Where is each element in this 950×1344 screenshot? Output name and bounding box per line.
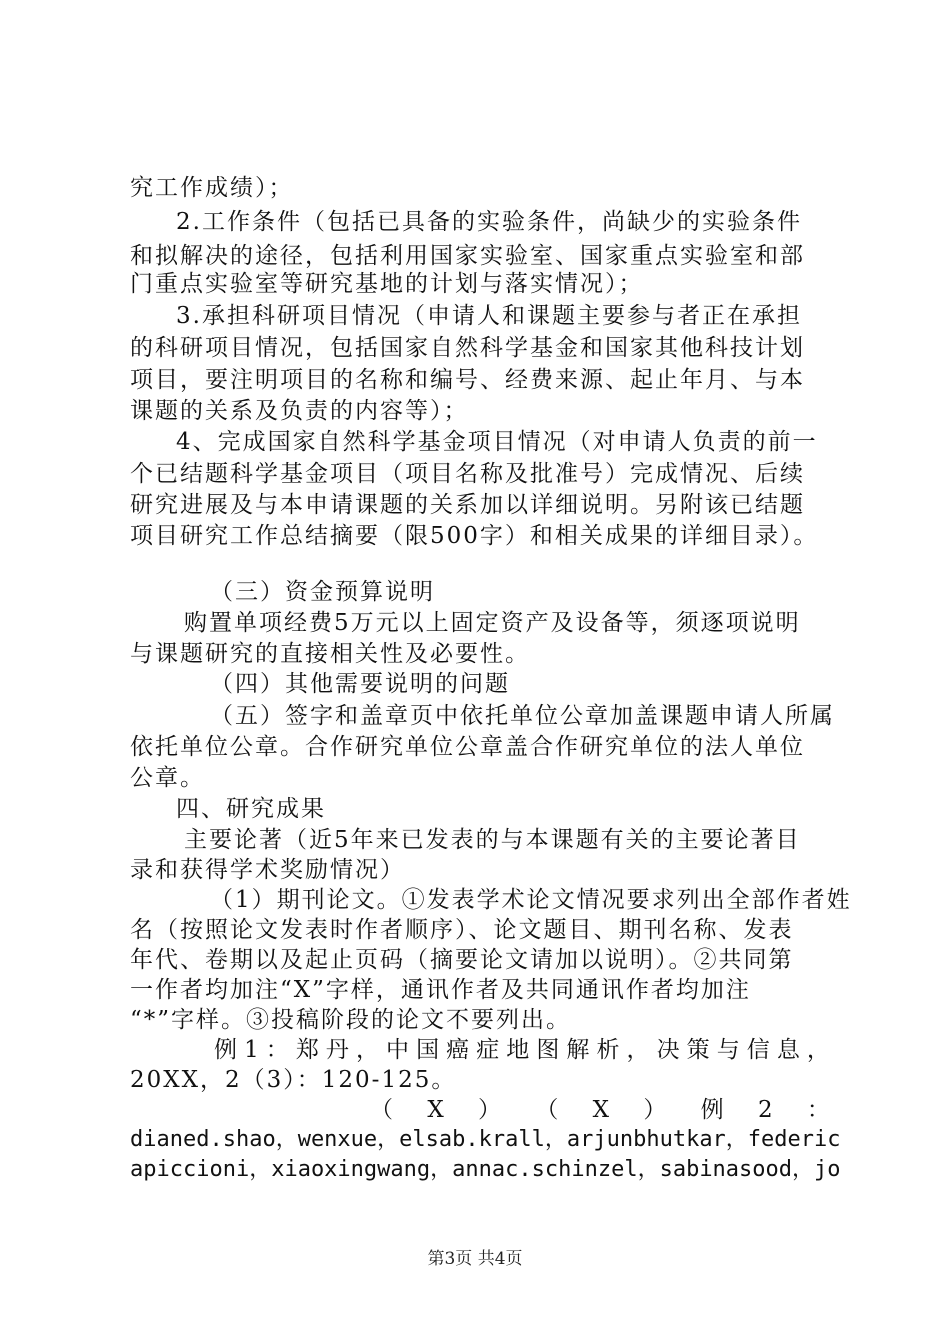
text-line: 年代、卷期以及起止页码（摘要论文请加以说明）。②共同第 [130, 947, 794, 973]
spread-char: （ [370, 1097, 393, 1123]
spread-char: 症 [476, 1037, 500, 1063]
text-line: 门重点实验室等研究基地的计划与落实情况）； [130, 271, 644, 297]
text-line: 和拟解决的途径，包括利用国家实验室、国家重点实验室和部 [130, 243, 805, 269]
spread-char: 图 [536, 1037, 560, 1063]
spread-char: ： [265, 1037, 289, 1063]
spread-char: ） [643, 1097, 667, 1123]
spread-char: 解 [566, 1037, 590, 1063]
example-2-line [370, 1094, 830, 1126]
spread-char: （ [535, 1097, 559, 1123]
author-list-line: apiccioni，xiaoxingwang，annac.schinzel，sabinasood，jo [130, 1157, 841, 1182]
author-list-line: dianed.shao，wenxue，elsab.krall，arjunbhutkar，federic [130, 1127, 841, 1152]
section-heading: （五）签字和盖章页中依托单位公章加盖课题申请人所属 [210, 703, 835, 729]
text-line: 3.承担科研项目情况（申请人和课题主要参与者正在承担 [176, 303, 802, 329]
text-line: 依托单位公章。合作研究单位公章盖合作研究单位的法人单位 [130, 734, 805, 760]
text-line: “*”字样。③投稿阶段的论文不要列出。 [130, 1007, 572, 1033]
spread-char: ： [806, 1097, 830, 1123]
text-line: 个已结题科学基金项目（项目名称及批准号）完成情况、后续 [130, 461, 805, 487]
spread-char: X [592, 1097, 609, 1123]
text-line: 究工作成绩）； [130, 175, 294, 201]
spread-char: 中 [386, 1037, 410, 1063]
text-line: 课题的关系及负责的内容等）； [130, 398, 469, 424]
text-line: 主要论著（近5年来已发表的与本课题有关的主要论著目 [184, 827, 801, 853]
spread-char: 策 [686, 1037, 710, 1063]
section-heading: （三）资金预算说明 [210, 579, 435, 605]
text-line: 项目，要注明项目的名称和编号、经费来源、起止年月、与本 [130, 367, 805, 393]
text-line: 录和获得学术奖励情况） [130, 857, 405, 883]
spread-char: 例 [700, 1097, 724, 1123]
spread-char: 例 [214, 1037, 237, 1063]
spread-char: 与 [716, 1037, 740, 1063]
spread-char: 信 [746, 1037, 770, 1063]
spread-char: 决 [656, 1037, 680, 1063]
text-line: 研究进展及与本申请课题的关系加以详细说明。另附该已结题 [130, 492, 805, 518]
section-heading: （四）其他需要说明的问题 [210, 671, 510, 697]
text-line: 一作者均加注“X”字样，通讯作者及共同通讯作者均加注 [130, 977, 751, 1003]
text-line: 项目研究工作总结摘要（限500字）和相关成果的详细目录）。 [130, 523, 819, 549]
spread-char: ， [626, 1037, 650, 1063]
text-line: 与课题研究的直接相关性及必要性。 [130, 641, 530, 667]
section-heading: 四、研究成果 [176, 796, 326, 822]
spread-char: 癌 [446, 1037, 470, 1063]
spread-char: 郑 [295, 1037, 319, 1063]
text-line: 2.工作条件（包括已具备的实验条件，尚缺少的实验条件 [176, 209, 802, 235]
example-1-line [214, 1034, 830, 1066]
spread-char: 丹 [325, 1037, 349, 1063]
spread-char: 地 [506, 1037, 530, 1063]
text-line: 公章。 [130, 765, 205, 791]
page-number-footer: 第3页 共4页 [427, 1249, 523, 1269]
spread-char: 1 [244, 1037, 259, 1063]
spread-char: ， [806, 1037, 830, 1063]
spread-char: 息 [776, 1037, 800, 1063]
spread-char: ） [478, 1097, 501, 1123]
spread-char: 国 [416, 1037, 440, 1063]
spread-char: X [427, 1097, 444, 1123]
text-line: 购置单项经费5万元以上固定资产及设备等，须逐项说明 [184, 610, 801, 636]
spread-char: 2 [757, 1097, 773, 1123]
text-line: 的科研项目情况，包括国家自然科学基金和国家其他科技计划 [130, 335, 805, 361]
text-line: 4、完成国家自然科学基金项目情况（对申请人负责的前一 [176, 429, 818, 455]
spread-char: ， [355, 1037, 379, 1063]
spread-char: 析 [596, 1037, 620, 1063]
text-line: 20XX，2（3）：120-125。 [130, 1067, 457, 1093]
text-line: （1）期刊论文。①发表学术论文情况要求列出全部作者姓 [210, 887, 852, 913]
text-line: 名（按照论文发表时作者顺序）、论文题目、期刊名称、发表 [130, 917, 794, 943]
